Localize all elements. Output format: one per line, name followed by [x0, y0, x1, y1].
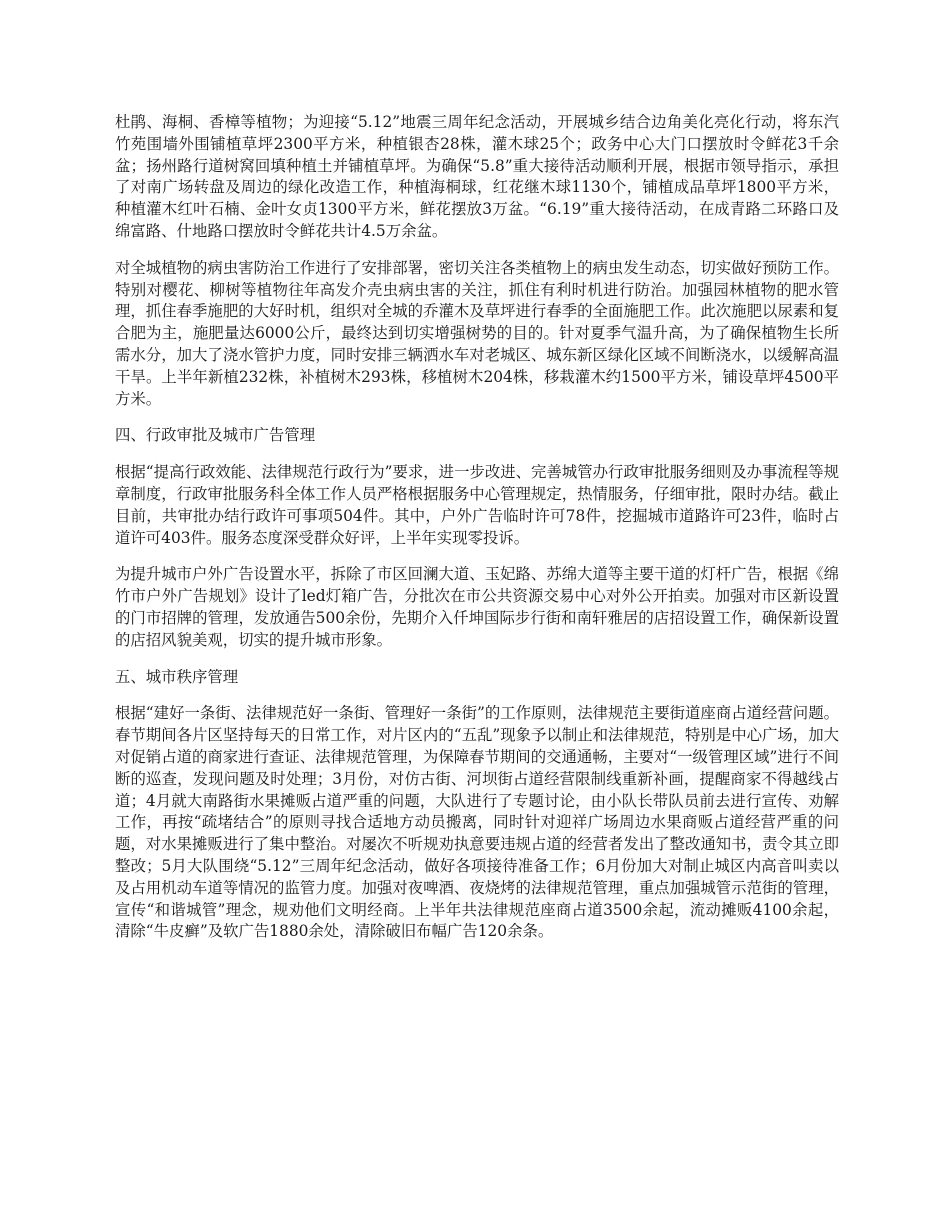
paragraph-street-management: 根据“建好一条街、法律规范好一条街、管理好一条街”的工作原则，法律规范主要街道座商占道经营问题。春节期间各片区坚持每天的日常工作，对片区内的“五乱”现象予以制止和法律规范，特别是中心广场，加大对促销占道的商家进行查证、法律规范管理，为保障春节期间的交通通畅，主要对“一级管理区域”进行不间断的巡查，发现问题及时处理；3月份，对仿古街、河坝街占道经营限制线重新补画，提醒商家不得越线占道；4月就大南路街水果摊贩占道严重的问题，大队进行了专题讨论，由小队长带队员前去进行宣传、劝解工作，再按“疏堵结合”的原则寻找合适地方动员搬离，同时针对迎祥广场周边水果商贩占道经营严重的问题，对水果摊贩进行了集中整治。对屡次不听规劝执意要违规占道的经营者发出了整改通知书，责令其立即整改；5月大队围绕“5.12”三周年纪念活动，做好各项接待准备工作；6月份加大对制止城区内高音叫卖以及占用机动车道等情况的监管力度。加强对夜啤酒、夜烧烤的法律规范管理，重点加强城管示范街的管理，宣传“和谐城管”理念，规劝他们文明经商。上半年共法律规范座商占道3500余起，流动摊贩4100余起，清除“牛皮癣”及软广告1880余处，清除破旧布幅广告120余条。	[115, 704, 839, 941]
paragraph-outdoor-advertising: 为提升城市户外广告设置水平，拆除了市区回澜大道、玉妃路、苏绵大道等主要干道的灯杆广告，根据《绵竹市户外广告规划》设计了led灯箱广告，分批次在市公共资源交易中心对外公开拍卖。加强对市区新设置的门市招牌的管理，发放通告500余份，先期介入仟坤国际步行街和南轩雅居的店招设置工作，确保新设置的店招风貌美观，切实的提升城市形象。	[115, 565, 839, 649]
paragraph-greening-activities: 杜鹃、海桐、香樟等植物；为迎接“5.12”地震三周年纪念活动，开展城乡结合边角美化亮化行动，将东汽竹苑围墙外围铺植草坪2300平方米，种植银杏28株，灌木球25个；政务中心大门口摆放时令鲜花3千余盆；扬州路行道树窝回填种植土并铺植草坪。为确保“5.8”重大接待活动顺利开展，根据市领导指示，承担了对南广场转盘及周边的绿化改造工作，种植海桐球，红花继木球1130个，铺植成品草坪1800平方米，种植灌木红叶石楠、金叶女贞1300平方米，鲜花摆放3万盆。“6.19”重大接待活动，在成青路二环路口及绵富路、什地路口摆放时令鲜花共计4.5万余盆。	[115, 113, 839, 240]
paragraph-approval-summary: 根据“提高行政效能、法律规范行政行为”要求，进一步改进、完善城管办行政审批服务细则及办事流程等规章制度，行政审批服务科全体工作人员严格根据服务中心管理规定，热情服务，仔细审批，限时办结。截止目前，共审批办结行政许可事项504件。其中，户外广告临时许可78件，挖掘城市道路许可23件，临时占道许可403件。服务态度深受群众好评，上半年实现零投诉。	[115, 463, 839, 547]
section-heading-administrative-approval: 四、行政审批及城市广告管理	[115, 426, 316, 445]
section-heading-city-order: 五、城市秩序管理	[115, 667, 239, 686]
document-body	[115, 112, 839, 958]
paragraph-pest-control: 对全城植物的病虫害防治工作进行了安排部署，密切关注各类植物上的病虫发生动态，切实做好预防工作。特别对樱花、柳树等植物往年高发介壳虫病虫害的关注，抓住有利时机进行防治。加强园林植物的肥水管理，抓住春季施肥的大好时机，组织对全城的乔灌木及草坪进行春季的全面施肥工作。此次施肥以尿素和复合肥为主，施肥量达6000公斤，最终达到切实增强树势的目的。针对夏季气温升高，为了确保植物生长所需水分，加大了浇水管护力度，同时安排三辆洒水车对老城区、城东新区绿化区域不间断浇水，以缓解高温干旱。上半年新植232株，补植树木293株，移植树木204株，移栽灌木约1500平方米，铺设草坪4500平 方米。	[115, 258, 839, 408]
